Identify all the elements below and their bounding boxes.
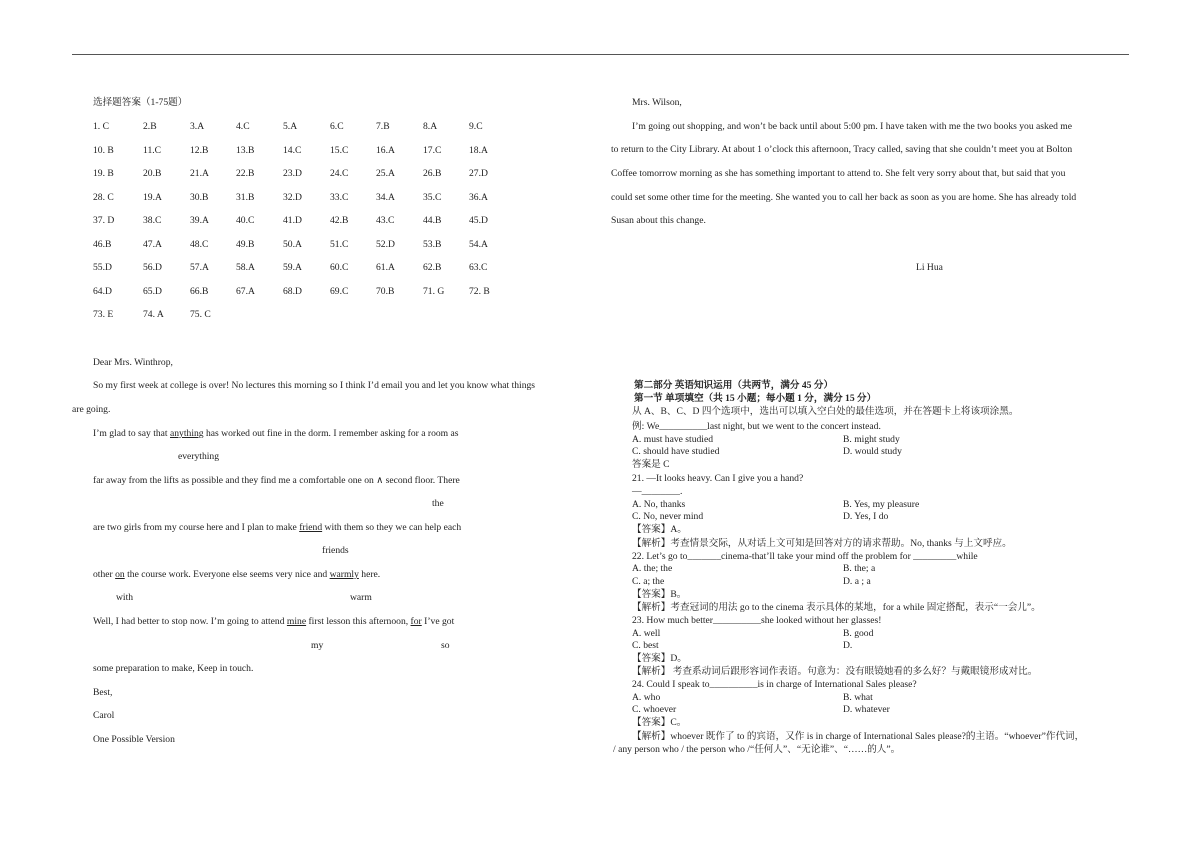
answer-cell: 46.B — [93, 238, 112, 250]
answer-cell: 12.B — [190, 144, 209, 156]
answer-cell: 11.C — [143, 144, 162, 156]
option: B. what — [843, 692, 873, 703]
letter-line: far away from the lifts as possible and they find me a comfortable one on ∧ second floor. There — [93, 475, 460, 486]
answer-cell: 48.C — [190, 238, 209, 250]
answer-cell: 68.D — [283, 285, 302, 297]
section-instructions: 从 A、B、C、D 四个选项中，选出可以填入空白处的最佳选项，并在答题卡上将该项涂黑。 — [632, 406, 1019, 417]
answer-cell: 26.B — [423, 168, 442, 179]
answer-cell: 67.A — [236, 285, 255, 297]
answer-cell: 59.A — [283, 262, 302, 273]
answer-text: 【答案】C。 — [632, 717, 687, 728]
answer-cell: 8.A — [423, 121, 438, 132]
answer-text: 【答案】D。 — [632, 653, 687, 664]
option: C. best — [632, 640, 659, 651]
answer-cell: 52.D — [376, 238, 395, 250]
note-line: could set some other time for the meeting. She wanted you to call her back as soon as you are home. She has already told — [611, 192, 1077, 203]
answer-cell: 61.A — [376, 262, 395, 273]
answer-text: 【答案】B。 — [632, 589, 687, 600]
option: A. who — [632, 692, 661, 703]
answer-cell: 30.B — [190, 191, 209, 203]
answer-text: 答案是 C — [632, 459, 670, 470]
note-line: I’m going out shopping, and won’t be back until about 5:00 pm. I have taken with me the two books you asked me — [632, 121, 1072, 132]
letter-line: are two girls from my course here and I plan to make friend with them so they we can help each — [93, 522, 462, 533]
answer-cell: 63.C — [469, 262, 488, 273]
answers-heading: 选择题答案（1-75题） — [93, 97, 188, 108]
letter-greeting: Dear Mrs. Winthrop, — [93, 357, 173, 368]
answer-cell: 43.C — [376, 215, 395, 226]
option: D. a ; a — [843, 576, 871, 587]
answer-cell: 40.C — [236, 215, 255, 226]
option: A. No, thanks — [632, 499, 686, 510]
note-line: to return to the City Library. At about 1 o’clock this afternoon, Tracy called, saving that she couldn’t meet you at Bolton — [611, 144, 1073, 155]
answer-cell: 56.D — [143, 262, 162, 273]
answer-cell: 16.A — [376, 144, 395, 156]
answer-cell: 58.A — [236, 262, 255, 273]
correction-word: with — [116, 592, 134, 603]
correction-word: the — [432, 498, 444, 509]
answer-cell: 73. E — [93, 309, 114, 320]
option: C. whoever — [632, 704, 677, 715]
answer-cell: 60.C — [330, 262, 349, 273]
section-subtitle: 第一节 单项填空（共 15 小题；每小题 1 分，满分 15 分） — [634, 393, 877, 404]
option: B. might study — [843, 434, 900, 445]
answer-cell: 72. B — [469, 285, 490, 297]
letter-signature: Carol — [93, 710, 115, 721]
option: B. the; a — [843, 563, 876, 574]
answer-cell: 27.D — [469, 168, 488, 179]
answer-cell: 19. B — [93, 168, 114, 179]
answer-cell: 33.C — [330, 191, 349, 203]
answer-cell: 74. A — [143, 309, 164, 320]
error-word: on — [115, 569, 125, 580]
answer-cell: 69.C — [330, 285, 349, 297]
note-signature: Li Hua — [916, 262, 943, 273]
answer-cell: 7.B — [376, 121, 390, 132]
explanation-text: 【解析】whoever 既作了 to 的宾语，又作 is in charge of International Sales please?的主语。“whoever”作代词， — [632, 731, 1085, 742]
answer-cell: 64.D — [93, 285, 112, 297]
answer-cell: 71. G — [423, 285, 445, 297]
answer-cell: 51.C — [330, 238, 349, 250]
correction-word: friends — [322, 545, 349, 556]
question-stem: 22. Let’s go to_______cinema-that’ll take your mind off the problem for _________while — [632, 551, 978, 562]
answer-cell: 37. D — [93, 215, 115, 226]
error-word: mine — [286, 616, 307, 627]
answer-cell: 28. C — [93, 191, 114, 203]
answer-cell: 34.A — [376, 191, 395, 203]
answer-cell: 70.B — [376, 285, 395, 297]
error-word: anything — [170, 428, 204, 439]
answer-cell: 1. C — [93, 121, 109, 132]
letter-line: are going. — [72, 404, 111, 415]
answer-cell: 49.B — [236, 238, 255, 250]
answer-cell: 36.A — [469, 191, 488, 203]
section-title: 第二部分 英语知识运用（共两节，满分 45 分） — [634, 380, 834, 391]
option: A. well — [632, 628, 661, 639]
option: D. would study — [843, 446, 902, 457]
answer-cell: 50.A — [283, 238, 302, 250]
answer-cell: 23.D — [283, 168, 302, 179]
explanation-text: 【解析】考查情景交际，从对话上文可知是回答对方的请求帮助。No, thanks 与上文呼应。 — [632, 538, 1012, 549]
answer-cell: 10. B — [93, 144, 114, 156]
answer-cell: 6.C — [330, 121, 344, 132]
option: D. whatever — [843, 704, 890, 715]
explanation-text: / any person who / the person who /“任何人”、“无论谁”、“……的人”。 — [613, 744, 901, 755]
answer-cell: 54.A — [469, 238, 488, 250]
letter-line: some preparation to make, Keep in touch. — [93, 663, 254, 674]
correction-word: so — [441, 640, 450, 651]
answer-cell: 24.C — [330, 168, 349, 179]
question-stem: 24. Could I speak to__________is in charge of International Sales please? — [632, 679, 917, 690]
insert-caret: ∧ — [376, 475, 384, 486]
answer-cell: 65.D — [143, 285, 162, 297]
question-stem: 21. —It looks heavy. Can I give you a hand? — [632, 473, 804, 484]
answer-cell: 44.B — [423, 215, 442, 226]
letter-line: I’m glad to say that anything has worked out fine in the dorm. I remember asking for a room as — [93, 428, 459, 439]
answer-cell: 32.D — [283, 191, 302, 203]
correction-word: everything — [178, 451, 220, 462]
answer-cell: 42.B — [330, 215, 349, 226]
option: B. good — [843, 628, 874, 639]
answer-cell: 4.C — [236, 121, 250, 132]
answer-cell: 18.A — [469, 144, 488, 156]
option: C. a; the — [632, 576, 665, 587]
answer-cell: 57.A — [190, 262, 209, 273]
answer-cell: 35.C — [423, 191, 442, 203]
answer-cell: 13.B — [236, 144, 255, 156]
question-blank: —________. — [632, 486, 683, 497]
letter-line: Well, I had better to stop now. I’m going to attend mine first lesson this afternoon, for I’ve got — [93, 616, 455, 627]
answer-cell: 19.A — [143, 191, 162, 203]
correction-word: my — [311, 640, 324, 651]
option: C. should have studied — [632, 446, 720, 457]
option: D. Yes, I do — [843, 511, 889, 522]
letter-line: So my first week at college is over! No lectures this morning so I think I’d email you and let you know what things — [93, 380, 536, 391]
answer-cell: 9.C — [469, 121, 483, 132]
answer-cell: 41.D — [283, 215, 302, 226]
letter-line: other on the course work. Everyone else seems very nice and warmly here. — [93, 569, 381, 580]
answer-cell: 14.C — [283, 144, 302, 156]
answer-cell: 53.B — [423, 238, 442, 250]
answer-cell: 20.B — [143, 168, 162, 179]
question-stem: 例: We__________last night, but we went to the concert instead. — [632, 421, 881, 432]
correction-word: warm — [350, 592, 372, 603]
answer-cell: 25.A — [376, 168, 395, 179]
answer-cell: 21.A — [190, 168, 209, 179]
answer-cell: 15.C — [330, 144, 349, 156]
answer-cell: 45.D — [469, 215, 488, 226]
note-line: Coffee tomorrow morning as she has something important to attend to. She felt very sorry about that, but said that you — [611, 168, 1066, 179]
answer-cell: 5.A — [283, 121, 298, 132]
option: A. the; the — [632, 563, 673, 574]
answer-cell: 66.B — [190, 285, 209, 297]
answer-cell: 31.B — [236, 191, 255, 203]
error-word: for — [410, 616, 422, 627]
answer-cell: 22.B — [236, 168, 255, 179]
answer-cell: 17.C — [423, 144, 442, 156]
letter-closing: Best, — [93, 687, 113, 698]
answer-cell: 3.A — [190, 121, 205, 132]
question-stem: 23. How much better__________she looked without her glasses! — [632, 615, 882, 626]
explanation-text: 【解析】考查冠词的用法 go to the cinema 表示具体的某地，for a while 固定搭配，表示“一会儿”。 — [632, 602, 1041, 613]
answer-cell: 47.A — [143, 238, 162, 250]
explanation-text: 【解析】 考查系动词后跟形容词作表语。句意为：没有眼镜她看的多么好？与戴眼镜形成对比。 — [632, 666, 1038, 677]
version-label: One Possible Version — [93, 734, 175, 745]
answer-text: 【答案】A。 — [632, 524, 687, 535]
option: D. — [843, 640, 853, 651]
error-word: warmly — [329, 569, 359, 580]
top-rule — [72, 54, 1129, 55]
option: C. No, never mind — [632, 511, 704, 522]
answer-cell: 62.B — [423, 262, 442, 273]
answer-cell: 38.C — [143, 215, 162, 226]
note-line: Susan about this change. — [611, 215, 706, 226]
error-word: friend — [299, 522, 323, 533]
answer-cell: 39.A — [190, 215, 209, 226]
option: B. Yes, my pleasure — [843, 499, 920, 510]
note-greeting: Mrs. Wilson, — [632, 97, 682, 108]
option: A. must have studied — [632, 434, 714, 445]
answer-cell: 75. C — [190, 309, 211, 320]
answer-cell: 55.D — [93, 262, 112, 273]
answer-cell: 2.B — [143, 121, 157, 132]
